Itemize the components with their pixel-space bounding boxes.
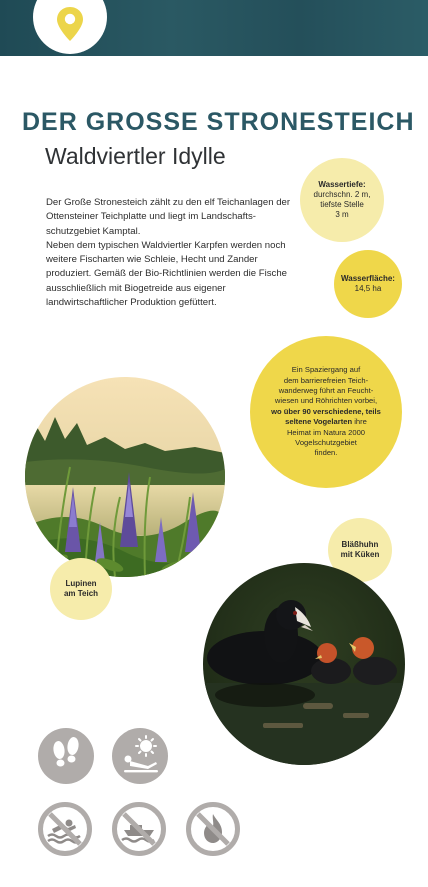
- area-value: 14,5 ha: [354, 284, 382, 293]
- walk-line-7: Heimat im Natura 2000: [286, 427, 366, 437]
- walk-line-5: wo über 90 verschiedene, teils: [271, 406, 381, 416]
- coot-caption-line-2: mit Küken: [340, 550, 380, 559]
- walk-info-bubble: [250, 336, 402, 488]
- no-boating-badge: [112, 802, 166, 856]
- area-title: Wasserfläche:: [341, 274, 395, 283]
- walk-line-1: Ein Spaziergang auf: [291, 365, 361, 375]
- no-fire-icon: [186, 802, 240, 856]
- intro-paragraph-1: Der Große Stronesteich zählt zu den elf Teichanlagen der Ottensteiner Teichplatte und liegt im Landschafts-schutzgebiet Kamptal.: [46, 197, 291, 237]
- walk-line-4: wiesen und Röhrichten vorbei,: [274, 396, 378, 406]
- intro-paragraph-2: Neben dem typischen Waldviertler Karpfen werden noch weitere Fischarten wie Schleie, Hecht und Zander produziert. Gemäß der Bio-Richtlinien werden die Fische ausschließlich mit Biogetreide aus eigener landwirtschaftlicher Produktion gefüttert.: [46, 239, 288, 309]
- no-swimming-icon: [38, 802, 92, 856]
- footprints-icon: [38, 728, 94, 784]
- walk-line-2: dem barrierefreien Teich-: [283, 375, 369, 385]
- no-swimming-badge: [38, 802, 92, 856]
- hiking-icon-badge: [38, 728, 94, 784]
- depth-title: Wassertiefe:: [318, 180, 366, 189]
- no-fire-badge: [186, 802, 240, 856]
- page-title: DER GROSSE STRONESTEICH: [22, 108, 415, 136]
- coot-caption-line-1: Bläßhuhn: [341, 540, 379, 549]
- no-boating-icon: [112, 802, 166, 856]
- walk-line-6-bold: seltene Vogelarten: [285, 417, 353, 427]
- lupine-caption-line-1: Lupinen: [65, 579, 97, 588]
- lupine-caption-line-2: am Teich: [63, 589, 99, 598]
- depth-fact-bubble: [300, 158, 384, 242]
- area-fact-bubble: [334, 250, 402, 318]
- walk-line-6-rest: ihre: [352, 417, 367, 427]
- lupine-photo: [25, 377, 225, 577]
- walk-line-8: Vogelschutzgebiet: [295, 438, 357, 448]
- coot-photo: [203, 563, 405, 765]
- intro-text: [46, 196, 291, 310]
- walk-line-3: wanderweg führt an Feucht-: [278, 385, 374, 395]
- depth-line-1: durchschn. 2 m,: [313, 190, 371, 199]
- sunbathing-icon: [112, 728, 168, 784]
- depth-line-3: 3 m: [335, 210, 349, 219]
- walk-line-9: finden.: [314, 448, 338, 458]
- depth-line-2: tiefste Stelle: [320, 200, 364, 209]
- page-subtitle: Waldviertler Idylle: [45, 143, 226, 169]
- location-pin-icon: [56, 6, 84, 42]
- walk-info-text: [257, 365, 395, 459]
- relaxing-icon-badge: [112, 728, 168, 784]
- lupine-caption-bubble: [50, 558, 112, 620]
